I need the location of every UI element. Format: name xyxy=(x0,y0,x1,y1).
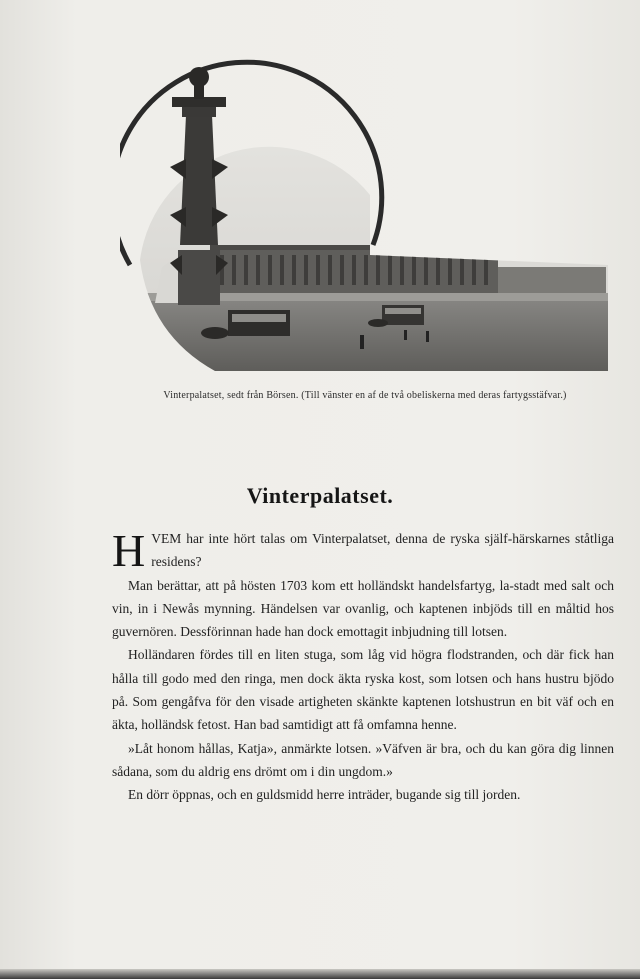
engraving-illustration xyxy=(120,55,612,375)
winter-palace-engraving xyxy=(120,55,612,375)
article-body xyxy=(112,527,614,807)
paragraph-4: »Låt honom hållas, Katja», anmärkte lotsen. »Väfven är bra, och du kan göra dig linnen sådana, som du aldrig ens drömt om i din ungdom.» xyxy=(112,740,614,779)
scan-bottom-edge xyxy=(0,969,640,979)
chapter-title: Vinterpalatset. xyxy=(246,483,394,508)
paragraph-3: Holländaren fördes till en liten stuga, som låg vid högra flodstranden, och där fick han hålla till godo med den ringa, men dock äkta ryska kost, som lotsen och hans hustru bjödo på. Som gengåfva för den visade artigheten skänkte kaptenen lotshustrun en bit väf och en äkta, holländsk fetost. Han bad samtidigt att få omfamna henne. xyxy=(112,647,614,733)
figure-caption: Vinterpalatset, sedt från Börsen. (Till vänster en af de två obeliskerna med deras fartygsstäfvar.) xyxy=(163,390,567,401)
paragraph-1: VEM har inte hört talas om Vinterpalatset, denna de ryska själf-härskarnes ståtliga residens? xyxy=(151,531,614,570)
paragraph-2: Man berättar, att på hösten 1703 kom ett holländskt handelsfartyg, la-stadt med salt och vin, in i Newås mynning. Händelsen var ovanlig, och kaptenen inbjöds till en måltid hos guvernören. Dessförinnan hade han dock emottagit inbjudning till lotsen. xyxy=(112,577,614,640)
opening-paragraph xyxy=(112,527,614,574)
paragraph-5: En dörr öppnas, och en guldsmidd herre inträder, bugande sig till jorden. xyxy=(128,787,521,803)
drop-cap: H xyxy=(112,525,146,576)
